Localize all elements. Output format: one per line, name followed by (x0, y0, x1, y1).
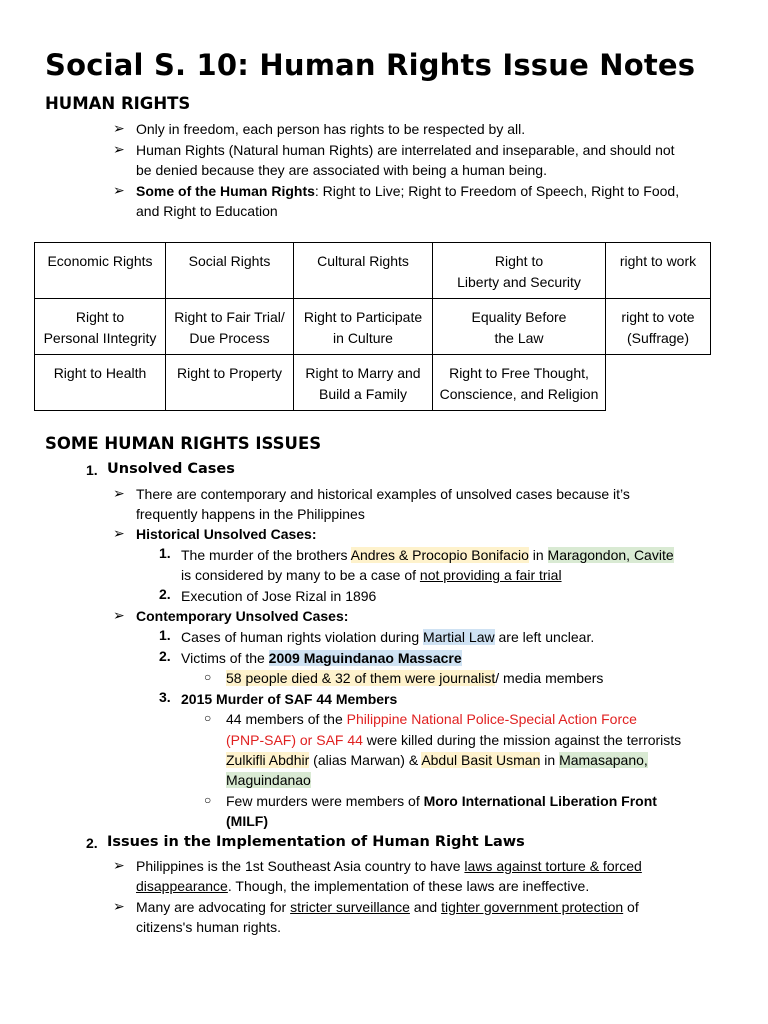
list-number: 2. (86, 835, 98, 851)
bullet-text: and Right to Education (136, 203, 278, 219)
underlined-text: laws against torture & forced (464, 858, 642, 874)
table-cell: right to work (606, 243, 711, 299)
bullet-text: Human Rights (Natural human Rights) are interrelated and inseparable, and should not (136, 142, 675, 158)
table-cell: Social Rights (166, 243, 294, 299)
bullet-text: There are contemporary and historical examples of unsolved cases because it’s (136, 486, 630, 502)
list-number: 1. (159, 627, 171, 643)
table-cell: Cultural Rights (294, 243, 433, 299)
table-row (35, 355, 711, 411)
bullet-text: Philippines is the 1st Southeast Asia country to have laws against torture & forced (136, 858, 642, 874)
red-text: (PNP-SAF) or SAF 44 (226, 732, 363, 748)
bullet-text (136, 181, 679, 202)
list-item: is considered by many to be a case of not providing a fair trial (181, 567, 562, 583)
bullet-text: Only in freedom, each person has rights to be respected by all. (136, 121, 526, 137)
list-item: (MILF) (226, 813, 268, 829)
bold-text: Moro International Liberation Front (423, 793, 657, 809)
table-cell: Right to Liberty and Security (433, 243, 606, 299)
bullet-arrow-icon: ➢ (113, 898, 125, 914)
bullet-text: frequently happens in the Philippines (136, 506, 365, 522)
table-cell: Right to Marry and Build a Family (294, 355, 433, 411)
page-title: Social S. 10: Human Rights Issue Notes (45, 48, 696, 82)
circle-bullet-icon: ○ (204, 711, 212, 725)
highlight-place: Maguindanao (226, 772, 311, 788)
bullet-text: disappearance. Though, the implementation of these laws are ineffective. (136, 878, 590, 894)
bullet-arrow-icon: ➢ (113, 607, 125, 623)
bold-text: Some of the Human Rights (136, 183, 315, 199)
table-cell: Right to Health (35, 355, 166, 411)
bullet-text: Many are advocating for stricter surveillance and tighter government protection of (136, 899, 639, 915)
highlight-victims: 58 people died & 32 of them were journalist (226, 670, 496, 686)
bullet-arrow-icon: ➢ (113, 120, 125, 136)
table-cell: Right to Personal IIntegrity (35, 299, 166, 355)
bullet-arrow-icon: ➢ (113, 525, 125, 541)
table-cell: Right to Participate in Culture (294, 299, 433, 355)
section-heading-issues: SOME HUMAN RIGHTS ISSUES (45, 434, 322, 453)
table-row (35, 299, 711, 355)
bullet-arrow-icon: ➢ (113, 182, 125, 198)
bullet-arrow-icon: ➢ (113, 485, 125, 501)
subheading-implementation: Issues in the Implementation of Human Right Laws (107, 834, 525, 850)
list-item: Cases of human rights violation during Martial Law are left unclear. (181, 629, 595, 645)
list-number: 1. (86, 462, 98, 478)
highlight-place: Maragondon, Cavite (547, 547, 674, 563)
section-heading-human-rights: HUMAN RIGHTS (45, 94, 191, 113)
list-item: Few murders were members of Moro International Liberation Front (226, 793, 657, 809)
list-item: Execution of Jose Rizal in 1896 (181, 588, 377, 604)
list-item (226, 770, 311, 791)
highlight-massacre: 2009 Maguindanao Massacre (268, 650, 462, 666)
bullet-arrow-icon: ➢ (113, 141, 125, 157)
table-row (35, 243, 711, 299)
red-text: Philippine National Police-Special Action Force (346, 711, 637, 727)
underlined-text: not providing a fair trial (419, 567, 562, 583)
highlight-names: Andres & Procopio Bonifacio (350, 547, 529, 563)
list-item: The murder of the brothers Andres & Procopio Bonifacio in Maragondon, Cavite (181, 547, 674, 563)
list-item: Victims of the 2009 Maguindanao Massacre (181, 650, 462, 666)
highlight-name: Abdul Basit Usman (421, 752, 541, 768)
circle-bullet-icon: ○ (204, 670, 212, 684)
table-cell: Right to Free Thought, Conscience, and Religion (433, 355, 606, 411)
highlight-place: Mamasapano, (559, 752, 648, 768)
rights-table (34, 242, 711, 411)
label-historical: Historical Unsolved Cases: (136, 526, 317, 542)
list-item: 2015 Murder of SAF 44 Members (181, 691, 398, 707)
underlined-text: disappearance (136, 878, 228, 894)
table-cell: Right to Property (166, 355, 294, 411)
bullet-text-rest: : Right to Live; Right to Freedom of Speech, Right to Food, (314, 183, 680, 199)
highlight-name: Zulkifli Abdhir (226, 752, 310, 768)
list-number: 3. (159, 689, 171, 705)
table-cell: Right to Fair Trial/ Due Process (166, 299, 294, 355)
subheading-unsolved-cases: Unsolved Cases (107, 461, 235, 477)
label-contemporary: Contemporary Unsolved Cases: (136, 608, 349, 624)
list-item: 58 people died & 32 of them were journalist/ media members (226, 670, 604, 686)
table-cell-empty (606, 355, 711, 411)
list-item: (PNP-SAF) or SAF 44 were killed during the mission against the terrorists (226, 732, 682, 748)
table-cell: Equality Before the Law (433, 299, 606, 355)
table-cell: Economic Rights (35, 243, 166, 299)
highlight-martial-law: Martial Law (423, 629, 495, 645)
list-item: Zulkifli Abdhir (alias Marwan) & Abdul Basit Usman in Mamasapano, (226, 752, 648, 768)
underlined-text: stricter surveillance (290, 899, 410, 915)
underlined-text: tighter government protection (441, 899, 624, 915)
list-number: 1. (159, 545, 171, 561)
bullet-arrow-icon: ➢ (113, 857, 125, 873)
bullet-text: citizens's human rights. (136, 919, 282, 935)
list-number: 2. (159, 648, 171, 664)
bullet-text: be denied because they are associated with being a human being. (136, 162, 547, 178)
list-number: 2. (159, 586, 171, 602)
circle-bullet-icon: ○ (204, 793, 212, 807)
list-item: 44 members of the Philippine National Police-Special Action Force (226, 711, 637, 727)
table-cell: right to vote (Suffrage) (606, 299, 711, 355)
